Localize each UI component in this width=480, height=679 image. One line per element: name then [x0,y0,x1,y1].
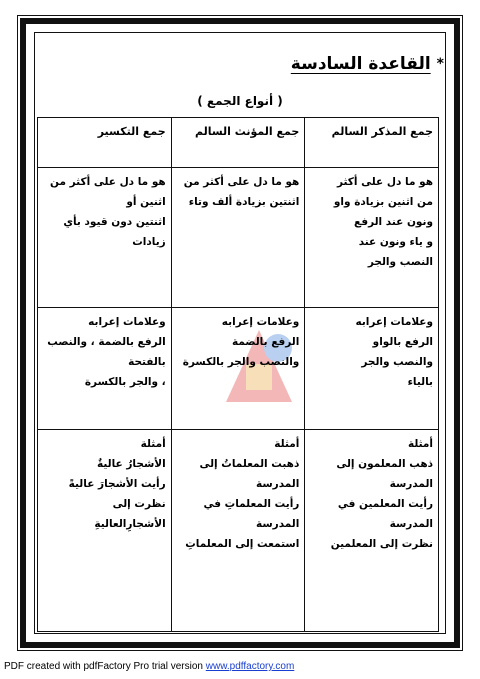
title-row [291,54,444,74]
marks-broken: وعلامات إعرابه الرفع بالضمة ، والنصب بالفتحة ، والجر بالكسرة [38,308,172,430]
marks-masculine: وعلامات إعرابه الرفع بالواو والنصب والجر بالياء [305,308,439,430]
subtitle: ( أنواع الجمع ) [197,94,283,108]
page-title: القاعدة السادسة [290,54,431,74]
examples-broken: أمثلة الأشجارُ عاليةٌ رأيت الأشجارَ عاليةً نظرت إلى الأشجارِالعاليةِ [38,430,172,632]
table-header-row [38,118,439,168]
marks-row [38,308,439,430]
footer-link[interactable]: www.pdffactory.com [205,661,295,672]
footer-text: PDF created with pdfFactory Pro trial version [4,661,206,672]
page-border [20,18,460,648]
definition-feminine: هو ما دل على أكثر من اثنتين بزيادة ألف وتاء [171,168,305,308]
title-star: * [436,56,444,72]
header-broken: جمع التكسير [38,118,172,168]
header-feminine: جمع المؤنث السالم [171,118,305,168]
header-masculine: جمع المذكر السالم [305,118,439,168]
pdf-footer [4,661,294,672]
marks-feminine: وعلامات إعرابه الرفع بالضمة والنصب والجر بالكسرة [171,308,305,430]
definitions-row [38,168,439,308]
examples-row [38,430,439,632]
plural-types-table [37,117,439,632]
examples-feminine: أمثلة ذهبت المعلماتُ إلى المدرسة رأيت المعلماتِ في المدرسة استمعت إلى المعلماتِ [171,430,305,632]
definition-broken: هو ما دل على أكثر من اثنين أو اثنتين دون قيود بأي زيادات [38,168,172,308]
examples-masculine: أمثلة ذهب المعلمون إلى المدرسة رأيت المعلمين في المدرسة نظرت إلى المعلمين [305,430,439,632]
definition-masculine: هو ما دل على أكثر من اثنين بزيادة واو ونون عند الرفع و ياء ونون عند النصب والجر [305,168,439,308]
